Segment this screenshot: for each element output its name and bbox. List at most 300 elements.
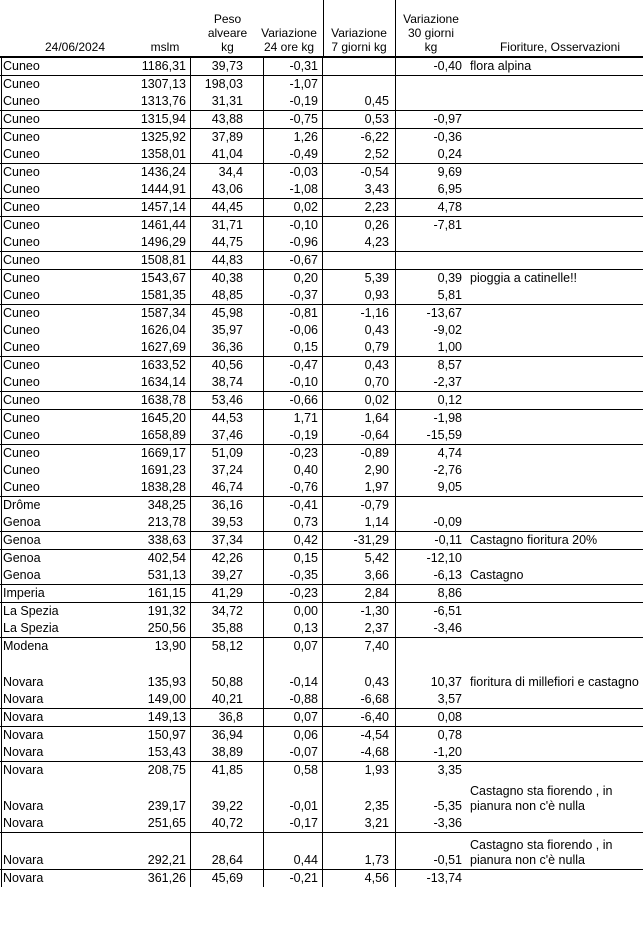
cell-var24[interactable]: -0,06 (289, 323, 318, 337)
cell-location[interactable]: Cuneo (3, 59, 40, 73)
cell-var24[interactable]: 0,73 (293, 515, 318, 529)
cell-altitude[interactable]: 1645,20 (140, 411, 186, 425)
cell-weight[interactable]: 36,8 (218, 710, 243, 724)
cell-weight[interactable]: 44,75 (211, 235, 243, 249)
cell-altitude[interactable]: 1508,81 (140, 253, 186, 267)
cell-var24[interactable]: -0,14 (289, 675, 318, 689)
table-row (0, 462, 643, 479)
cell-altitude[interactable]: 208,75 (147, 763, 186, 777)
cell-weight[interactable]: 39,22 (211, 799, 243, 813)
cell-altitude[interactable]: 1581,35 (140, 288, 186, 302)
cell-weight[interactable]: 43,88 (211, 112, 243, 126)
cell-var7[interactable]: 2,37 (364, 621, 389, 635)
cell-weight[interactable]: 36,94 (211, 728, 243, 742)
header-date (30, 40, 120, 54)
cell-location[interactable]: Cuneo (3, 480, 40, 494)
cell-var30[interactable]: 10,37 (430, 675, 462, 689)
cell-var7[interactable]: 2,23 (364, 200, 389, 214)
cell-location[interactable]: Cuneo (3, 200, 40, 214)
cell-altitude[interactable]: 149,13 (147, 710, 186, 724)
cell-altitude[interactable]: 1313,76 (140, 94, 186, 108)
cell-weight[interactable]: 35,88 (211, 621, 243, 635)
header-var30-line1: Variazione (403, 12, 459, 26)
cell-altitude[interactable]: 1543,67 (140, 271, 186, 285)
cell-weight[interactable]: 43,06 (211, 182, 243, 196)
cell-weight[interactable]: 42,26 (211, 551, 243, 565)
cell-var30[interactable]: 8,57 (437, 358, 462, 372)
cell-var30[interactable]: 3,57 (437, 692, 462, 706)
cell-weight[interactable]: 44,83 (211, 253, 243, 267)
cell-var24[interactable]: 0,42 (293, 533, 318, 547)
cell-weight[interactable]: 45,69 (211, 871, 243, 885)
cell-altitude[interactable]: 251,65 (147, 816, 186, 830)
cell-var30[interactable]: -1,98 (433, 411, 462, 425)
cell-var30[interactable]: 0,78 (437, 728, 462, 742)
cell-location[interactable]: Cuneo (3, 288, 40, 302)
cell-weight[interactable]: 40,56 (211, 358, 243, 372)
cell-weight[interactable]: 31,71 (211, 218, 243, 232)
cell-weight[interactable]: 40,38 (211, 271, 243, 285)
cell-var24[interactable]: -0,10 (289, 218, 318, 232)
cell-var24[interactable]: -1,07 (289, 77, 318, 91)
cell-var24[interactable]: 0,44 (293, 853, 318, 867)
cell-var7[interactable]: -0,89 (360, 446, 389, 460)
cell-var7[interactable]: -0,64 (360, 428, 389, 442)
cell-var24[interactable]: 0,06 (293, 728, 318, 742)
cell-var7[interactable]: 4,56 (364, 871, 389, 885)
cell-var7[interactable]: -1,16 (360, 306, 389, 320)
cell-var30[interactable]: 9,05 (437, 480, 462, 494)
cell-location[interactable]: Novara (3, 710, 44, 724)
cell-altitude[interactable]: 1325,92 (140, 130, 186, 144)
cell-var7[interactable]: -0,79 (360, 498, 389, 512)
cell-var24[interactable]: -0,75 (289, 112, 318, 126)
table-row (0, 584, 643, 602)
cell-location[interactable]: Genoa (3, 533, 41, 547)
cell-location[interactable]: Genoa (3, 515, 41, 529)
cell-var30[interactable]: -3,46 (433, 621, 462, 635)
cell-var7[interactable]: 0,79 (364, 340, 389, 354)
cell-location[interactable]: Cuneo (3, 463, 40, 477)
cell-var7[interactable]: -4,68 (360, 745, 389, 759)
cell-altitude[interactable]: 135,93 (147, 675, 186, 689)
cell-weight[interactable]: 53,46 (211, 393, 243, 407)
cell-var7[interactable]: 3,66 (364, 568, 389, 582)
cell-altitude[interactable]: 1186,31 (141, 59, 186, 73)
cell-var7[interactable]: 1,73 (364, 853, 389, 867)
cell-weight[interactable]: 198,03 (204, 77, 243, 91)
cell-var7[interactable]: 1,14 (364, 515, 389, 529)
cell-var24[interactable]: 0,20 (293, 271, 318, 285)
cell-var7[interactable]: -4,54 (360, 728, 389, 742)
cell-var24[interactable]: 0,07 (293, 639, 318, 653)
cell-location[interactable]: Genoa (3, 568, 41, 582)
table-row (0, 163, 643, 181)
cell-location[interactable]: Novara (3, 871, 44, 885)
cell-var24[interactable]: -0,88 (289, 692, 318, 706)
cell-weight[interactable]: 35,97 (211, 323, 243, 337)
cell-var7[interactable]: 0,53 (364, 112, 389, 126)
table-row (0, 496, 643, 514)
cell-altitude[interactable]: 1307,13 (140, 77, 186, 91)
cell-var7[interactable]: -6,22 (360, 130, 389, 144)
cell-weight[interactable]: 38,74 (211, 375, 243, 389)
cell-var24[interactable]: -0,76 (289, 480, 318, 494)
cell-var30[interactable]: -0,36 (433, 130, 462, 144)
cell-location[interactable]: Genoa (3, 551, 41, 565)
cell-var24[interactable]: -0,01 (289, 799, 318, 813)
cell-location[interactable]: Novara (3, 853, 44, 867)
table-row (0, 708, 643, 726)
cell-var24[interactable]: -0,49 (289, 147, 318, 161)
header-var24-line1: Variazione (261, 26, 317, 40)
cell-weight[interactable]: 41,29 (211, 586, 243, 600)
cell-notes[interactable]: Castagno (470, 568, 524, 582)
cell-location[interactable]: Imperia (3, 586, 45, 600)
cell-altitude[interactable]: 402,54 (147, 551, 186, 565)
cell-altitude[interactable]: 153,43 (147, 745, 186, 759)
cell-var7[interactable]: 0,45 (364, 94, 389, 108)
cell-var24[interactable]: 1,26 (293, 130, 318, 144)
table-row (0, 514, 643, 531)
table-row (0, 444, 643, 462)
table-row (0, 356, 643, 374)
cell-var24[interactable]: 0,15 (293, 340, 318, 354)
cell-notes[interactable]: pioggia a catinelle!! (470, 271, 578, 285)
cell-location[interactable]: Novara (3, 799, 44, 813)
cell-location[interactable]: Cuneo (3, 112, 40, 126)
cell-var30[interactable]: -0,11 (434, 533, 462, 547)
header-notes (480, 40, 640, 54)
cell-var7[interactable]: 0,02 (364, 393, 389, 407)
cell-location[interactable]: Cuneo (3, 271, 40, 285)
cell-var24[interactable]: -0,47 (289, 358, 318, 372)
cell-altitude[interactable]: 239,17 (147, 799, 186, 813)
cell-var24[interactable]: -0,21 (289, 871, 318, 885)
cell-var24[interactable]: 0,07 (293, 710, 318, 724)
cell-var7[interactable]: 5,42 (364, 551, 389, 565)
cell-var24[interactable]: -0,67 (289, 253, 318, 267)
cell-location[interactable]: Cuneo (3, 446, 40, 460)
header-var24-line2: 24 ore kg (263, 40, 315, 54)
cell-var30[interactable]: 6,95 (437, 182, 462, 196)
cell-altitude[interactable]: 1633,52 (140, 358, 186, 372)
cell-var30[interactable]: -9,02 (433, 323, 462, 337)
cell-weight[interactable]: 44,53 (211, 411, 243, 425)
cell-location[interactable]: La Spezia (3, 621, 59, 635)
cell-var7[interactable]: -6,40 (360, 710, 389, 724)
cell-var7[interactable]: -6,68 (360, 692, 389, 706)
cell-var24[interactable]: 0,40 (293, 463, 318, 477)
header-var24 (255, 26, 323, 54)
table-row (0, 304, 643, 322)
cell-altitude[interactable]: 1658,89 (140, 428, 186, 442)
cell-var24[interactable]: -0,81 (289, 306, 318, 320)
cell-weight[interactable]: 50,88 (211, 675, 243, 689)
cell-altitude[interactable]: 531,13 (147, 568, 186, 582)
cell-location[interactable]: Novara (3, 728, 44, 742)
cell-weight[interactable]: 38,89 (211, 745, 243, 759)
cell-altitude[interactable]: 1627,69 (140, 340, 186, 354)
cell-var7[interactable]: 3,43 (364, 182, 389, 196)
cell-weight[interactable]: 46,74 (211, 480, 243, 494)
cell-weight[interactable]: 37,89 (211, 130, 243, 144)
cell-altitude[interactable]: 13,90 (154, 639, 186, 653)
cell-weight[interactable]: 34,4 (218, 165, 243, 179)
cell-var30[interactable]: -12,10 (426, 551, 462, 565)
cell-var30[interactable]: -13,74 (426, 871, 462, 885)
cell-location[interactable]: Cuneo (3, 358, 40, 372)
cell-weight[interactable]: 41,85 (211, 763, 243, 777)
table-row (0, 531, 643, 549)
cell-location[interactable]: Cuneo (3, 77, 40, 91)
cell-var30[interactable]: -0,09 (433, 515, 462, 529)
cell-weight[interactable]: 36,16 (211, 498, 243, 512)
cell-location[interactable]: Modena (3, 639, 49, 653)
cell-altitude[interactable]: 1669,17 (140, 446, 186, 460)
cell-var30[interactable]: -2,76 (433, 463, 462, 477)
cell-altitude[interactable]: 161,15 (147, 586, 186, 600)
table-row (0, 726, 643, 744)
cell-altitude[interactable]: 1587,34 (140, 306, 186, 320)
cell-var7[interactable]: 0,43 (364, 675, 389, 689)
table-row (0, 427, 643, 444)
cell-altitude[interactable]: 213,78 (147, 515, 186, 529)
cell-weight[interactable]: 39,53 (211, 515, 243, 529)
cell-altitude[interactable]: 1691,23 (140, 463, 186, 477)
cell-altitude[interactable]: 1838,28 (140, 480, 186, 494)
cell-weight[interactable]: 36,36 (211, 340, 243, 354)
cell-var30[interactable]: -15,59 (426, 428, 462, 442)
cell-location[interactable]: Novara (3, 745, 44, 759)
cell-altitude[interactable]: 361,26 (147, 871, 186, 885)
cell-var24[interactable]: -0,31 (289, 59, 318, 73)
cell-location[interactable]: Cuneo (3, 165, 40, 179)
cell-var24[interactable]: -0,23 (289, 586, 318, 600)
table-row (0, 374, 643, 391)
cell-altitude[interactable]: 1436,24 (140, 165, 186, 179)
cell-var24[interactable]: 1,71 (293, 411, 318, 425)
cell-weight[interactable]: 37,46 (211, 428, 243, 442)
cell-altitude[interactable]: 149,00 (147, 692, 186, 706)
cell-var7[interactable]: 1,64 (364, 411, 389, 425)
cell-var30[interactable]: 4,78 (437, 200, 462, 214)
cell-var24[interactable]: -0,17 (289, 816, 318, 830)
cell-var7[interactable]: 1,97 (364, 480, 389, 494)
cell-var7[interactable]: 0,70 (364, 375, 389, 389)
cell-var24[interactable]: -0,23 (289, 446, 318, 460)
cell-var30[interactable]: 8,86 (437, 586, 462, 600)
cell-var24[interactable]: -1,08 (289, 182, 318, 196)
cell-weight[interactable]: 31,31 (211, 94, 243, 108)
cell-altitude[interactable]: 1315,94 (140, 112, 186, 126)
cell-location[interactable]: Cuneo (3, 130, 40, 144)
header-var30-line2: 30 giorni (407, 26, 455, 40)
cell-var24[interactable]: 0,58 (293, 763, 318, 777)
cell-var24[interactable]: -0,35 (289, 568, 318, 582)
cell-var24[interactable]: -0,66 (289, 393, 318, 407)
table-row (0, 637, 643, 655)
cell-var24[interactable]: -0,03 (289, 165, 318, 179)
cell-altitude[interactable]: 150,97 (147, 728, 186, 742)
cell-weight[interactable]: 39,73 (211, 59, 243, 73)
cell-weight[interactable]: 39,27 (211, 568, 243, 582)
cell-location[interactable]: Cuneo (3, 340, 40, 354)
cell-var30[interactable]: -13,67 (426, 306, 462, 320)
cell-altitude[interactable]: 1638,78 (140, 393, 186, 407)
header-weight (200, 12, 255, 54)
cell-altitude[interactable]: 338,63 (147, 533, 186, 547)
header-var7-line1: Variazione (331, 26, 387, 40)
cell-weight[interactable]: 40,21 (211, 692, 243, 706)
cell-var30[interactable]: 0,12 (437, 393, 462, 407)
cell-altitude[interactable]: 1457,14 (140, 200, 186, 214)
cell-location[interactable]: Novara (3, 816, 44, 830)
header-weight-line1: Peso (213, 12, 242, 26)
cell-var30[interactable]: -2,37 (433, 375, 462, 389)
cell-altitude[interactable]: 250,56 (147, 621, 186, 635)
cell-var24[interactable]: 0,13 (293, 621, 318, 635)
cell-altitude[interactable]: 292,21 (147, 853, 186, 867)
cell-location[interactable]: Cuneo (3, 428, 40, 442)
cell-var30[interactable]: 0,24 (437, 147, 462, 161)
header-var30 (396, 12, 466, 54)
table-row (0, 409, 643, 427)
table-row (0, 339, 643, 356)
cell-var30[interactable]: -5,35 (433, 799, 462, 813)
table-row (0, 602, 643, 620)
cell-var30[interactable]: -1,20 (433, 745, 462, 759)
cell-var30[interactable]: 9,69 (437, 165, 462, 179)
cell-location[interactable]: Cuneo (3, 94, 40, 108)
cell-location[interactable]: Novara (3, 675, 44, 689)
cell-var7[interactable]: 3,21 (364, 816, 389, 830)
cell-var7[interactable]: 0,93 (364, 288, 389, 302)
cell-var24[interactable]: 0,02 (293, 200, 318, 214)
cell-weight[interactable]: 44,45 (211, 200, 243, 214)
cell-var30[interactable]: 0,39 (437, 271, 462, 285)
cell-var7[interactable]: 7,40 (364, 639, 389, 653)
cell-location[interactable]: Cuneo (3, 323, 40, 337)
cell-var24[interactable]: -0,96 (289, 235, 318, 249)
cell-weight[interactable]: 37,34 (211, 533, 243, 547)
table-row (0, 269, 643, 287)
cell-weight[interactable]: 51,09 (211, 446, 243, 460)
cell-var24[interactable]: -0,37 (289, 288, 318, 302)
cell-var7[interactable]: -0,54 (360, 165, 389, 179)
table-row (0, 322, 643, 339)
cell-var30[interactable]: 0,08 (437, 710, 462, 724)
cell-var7[interactable]: 2,90 (364, 463, 389, 477)
cell-location[interactable]: Novara (3, 763, 44, 777)
table-row (0, 832, 643, 869)
table-body (0, 57, 643, 887)
cell-notes[interactable]: Castagno fioritura 20% (470, 533, 598, 547)
cell-weight[interactable]: 34,72 (211, 604, 243, 618)
cell-weight[interactable]: 37,24 (211, 463, 243, 477)
cell-location[interactable]: Cuneo (3, 218, 40, 232)
cell-var30[interactable]: -0,51 (433, 853, 462, 867)
cell-var24[interactable]: 0,00 (293, 604, 318, 618)
cell-var30[interactable]: -7,81 (433, 218, 462, 232)
cell-var30[interactable]: 4,74 (437, 446, 462, 460)
cell-var7[interactable]: -1,30 (360, 604, 389, 618)
cell-weight[interactable]: 41,04 (211, 147, 243, 161)
cell-location[interactable]: Cuneo (3, 147, 40, 161)
cell-altitude[interactable]: 1444,91 (140, 182, 186, 196)
cell-var30[interactable]: 1,00 (437, 340, 462, 354)
cell-var7[interactable]: 1,93 (364, 763, 389, 777)
table-row (0, 869, 643, 887)
cell-var7[interactable]: 2,84 (364, 586, 389, 600)
cell-var30[interactable]: -6,13 (433, 568, 462, 582)
cell-location[interactable]: Cuneo (3, 235, 40, 249)
cell-var7[interactable]: 4,23 (364, 235, 389, 249)
cell-altitude[interactable]: 348,25 (147, 498, 186, 512)
table-row (0, 479, 643, 496)
cell-var30[interactable]: -6,51 (433, 604, 462, 618)
cell-var24[interactable]: 0,15 (293, 551, 318, 565)
cell-location[interactable]: Cuneo (3, 393, 40, 407)
table-row (0, 93, 643, 110)
header-var7 (324, 26, 394, 54)
cell-var7[interactable]: 5,39 (364, 271, 389, 285)
cell-weight[interactable]: 40,72 (211, 816, 243, 830)
cell-var30[interactable]: -3,36 (433, 816, 462, 830)
cell-var7[interactable]: 2,35 (364, 799, 389, 813)
cell-altitude[interactable]: 1496,29 (140, 235, 186, 249)
cell-weight[interactable]: 58,12 (211, 639, 243, 653)
cell-var7[interactable]: 2,52 (364, 147, 389, 161)
cell-notes[interactable]: Castagno sta fiorendo , in pianura non c'è nulla (470, 784, 613, 813)
cell-var7[interactable]: 0,26 (364, 218, 389, 232)
header-var7-line2: 7 giorni kg (331, 40, 387, 54)
cell-weight[interactable]: 45,98 (211, 306, 243, 320)
cell-var7[interactable]: -31,29 (353, 533, 389, 547)
cell-var7[interactable]: 0,43 (364, 358, 389, 372)
table-row (0, 75, 643, 93)
cell-altitude[interactable]: 1461,44 (140, 218, 186, 232)
cell-var24[interactable]: -0,41 (289, 498, 318, 512)
cell-var7[interactable]: 0,43 (364, 323, 389, 337)
cell-weight[interactable]: 48,85 (211, 288, 243, 302)
cell-location[interactable]: Cuneo (3, 375, 40, 389)
cell-location[interactable]: Drôme (3, 498, 41, 512)
cell-var30[interactable]: 5,81 (437, 288, 462, 302)
cell-var30[interactable]: -0,97 (433, 112, 462, 126)
cell-altitude[interactable]: 1634,14 (140, 375, 186, 389)
cell-location[interactable]: Cuneo (3, 253, 40, 267)
cell-var30[interactable]: 3,35 (437, 763, 462, 777)
cell-notes[interactable]: Castagno sta fiorendo , in pianura non c'è nulla (470, 838, 613, 867)
cell-notes[interactable]: fioritura di millefiori e castagno (470, 675, 639, 689)
cell-var24[interactable]: -0,07 (289, 745, 318, 759)
cell-location[interactable]: Cuneo (3, 306, 40, 320)
cell-altitude[interactable]: 191,32 (147, 604, 186, 618)
cell-location[interactable]: Cuneo (3, 411, 40, 425)
cell-var30[interactable]: -0,40 (433, 59, 462, 73)
cell-var24[interactable]: -0,19 (289, 428, 318, 442)
cell-location[interactable]: Novara (3, 692, 44, 706)
cell-location[interactable]: La Spezia (3, 604, 59, 618)
cell-weight[interactable]: 28,64 (211, 853, 243, 867)
cell-altitude[interactable]: 1626,04 (140, 323, 186, 337)
cell-location[interactable]: Cuneo (3, 182, 40, 196)
cell-altitude[interactable]: 1358,01 (140, 147, 186, 161)
cell-var24[interactable]: -0,19 (289, 94, 318, 108)
cell-var24[interactable]: -0,10 (289, 375, 318, 389)
cell-notes[interactable]: flora alpina (470, 59, 532, 73)
